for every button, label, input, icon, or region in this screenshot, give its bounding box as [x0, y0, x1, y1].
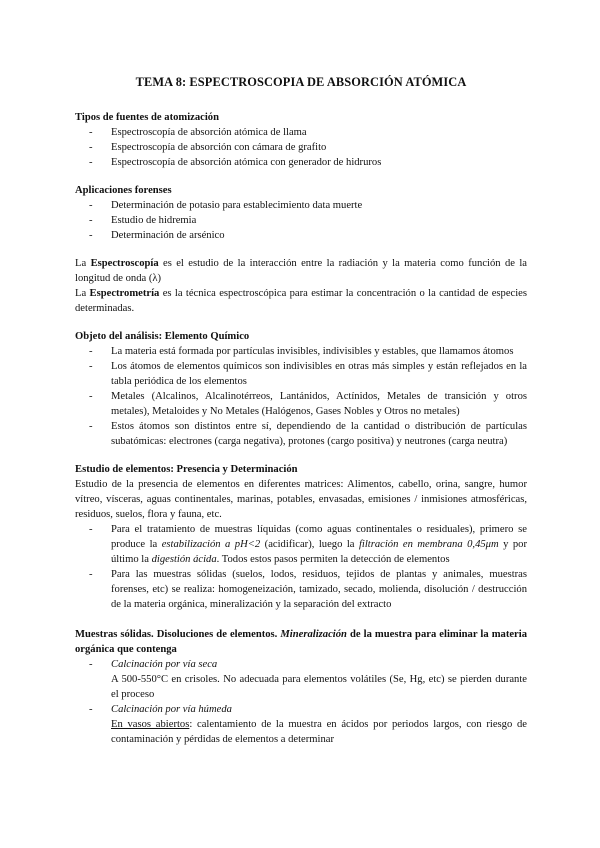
section-heading-estudio: Estudio de elementos: Presencia y Determinación [75, 464, 298, 475]
muestras-list-2 [75, 702, 527, 717]
list-item [75, 657, 527, 672]
list-item: - Estos átomos son distintos entre sí, dependiendo de la cantidad o distribución de partículas subatómicas: electrones (carga negativa), protones (cargo positiva) y neutrones (carga neutra) [75, 419, 527, 449]
definition-espectroscopia: La Espectroscopía es el estudio de la interacción entre la radiación y la materia como función de la longitud de onda (λ) [75, 258, 527, 284]
objeto-list [75, 344, 527, 449]
list-item: - Metales (Alcalinos, Alcalinotérreos, Lantánidos, Actínidos, Metales de transición y otros metales), Metaloides y No Metales (Halógenos, Gases Nobles y Otros no metales) [75, 389, 527, 419]
list-item: - Estudio de hidremia [75, 213, 527, 228]
estudio-intro: Estudio de la presencia de elementos en diferentes matrices: Alimentos, cabello, orina, sangre, humor vítreo, vísceras, aguas continentales, marinas, potables, envasadas, emisiones / inmisiones atmosféricas, residuos, suelos, flora y fauna, etc. [75, 479, 527, 520]
list-item: - Para el tratamiento de muestras líquidas (como aguas continentales o residuales), primero se produce la estabilización a pH<2 (acidificar), luego la filtración en membrana 0,45μm y por último la digestión ácida. Todos estos pasos permiten la detección de elementos [75, 522, 527, 567]
list-item: - Determinación de potasio para establecimiento data muerte [75, 198, 527, 213]
list-item-detail: En vasos abiertos: calentamiento de la muestra en ácidos por periodos largos, con riesgo de contaminación y pérdidas de elementos a determinar [111, 719, 527, 745]
list-item: - Espectroscopía de absorción atómica de llama [75, 125, 527, 140]
estudio-list [75, 522, 527, 612]
list-item: - La materia está formada por partículas invisibles, indivisibles y estables, que llamamos átomos [75, 344, 527, 359]
list-item-detail: A 500-550°C en crisoles. No adecuada para elementos volátiles (Se, Hg, etc) se pierden durante el proceso [111, 674, 527, 700]
list-item: - Espectroscopía de absorción con cámara de grafito [75, 140, 527, 155]
list-item-label: Calcinación por vía húmeda [111, 704, 232, 715]
list-item: - Determinación de arsénico [75, 228, 527, 243]
page-title: TEMA 8: ESPECTROSCOPIA DE ABSORCIÓN ATÓMICA [135, 75, 467, 89]
section-heading-aplicaciones: Aplicaciones forenses [75, 185, 172, 196]
list-item [75, 702, 527, 717]
muestras-list [75, 657, 527, 672]
fuentes-list [75, 125, 527, 170]
list-item: - Para las muestras sólidas (suelos, lodos, residuos, tejidos de plantas y animales, muestras forenses, etc) se realiza: homogeneización, tamizado, secado, molienda, disolución / destrucción de la materia orgánica, mineralización y la separación del extracto [75, 567, 527, 612]
aplicaciones-list [75, 198, 527, 243]
section-heading-fuentes: Tipos de fuentes de atomización [75, 112, 219, 123]
definition-espectrometria: La Espectrometría es la técnica espectroscópica para estimar la concentración o la cantidad de especies determinadas. [75, 288, 527, 314]
list-item-label: Calcinación por vía seca [111, 659, 218, 670]
list-item: - Los átomos de elementos químicos son indivisibles en otras más simples y están reflejados en la tabla periódica de los elementos [75, 359, 527, 389]
list-item: - Espectroscopía de absorción atómica con generador de hidruros [75, 155, 527, 170]
section-heading-objeto: Objeto del análisis: Elemento Químico [75, 331, 250, 342]
section-heading-muestras: Muestras sólidas. Disoluciones de elementos. Mineralización de la muestra para eliminar la materia orgánica que contenga [75, 629, 528, 655]
